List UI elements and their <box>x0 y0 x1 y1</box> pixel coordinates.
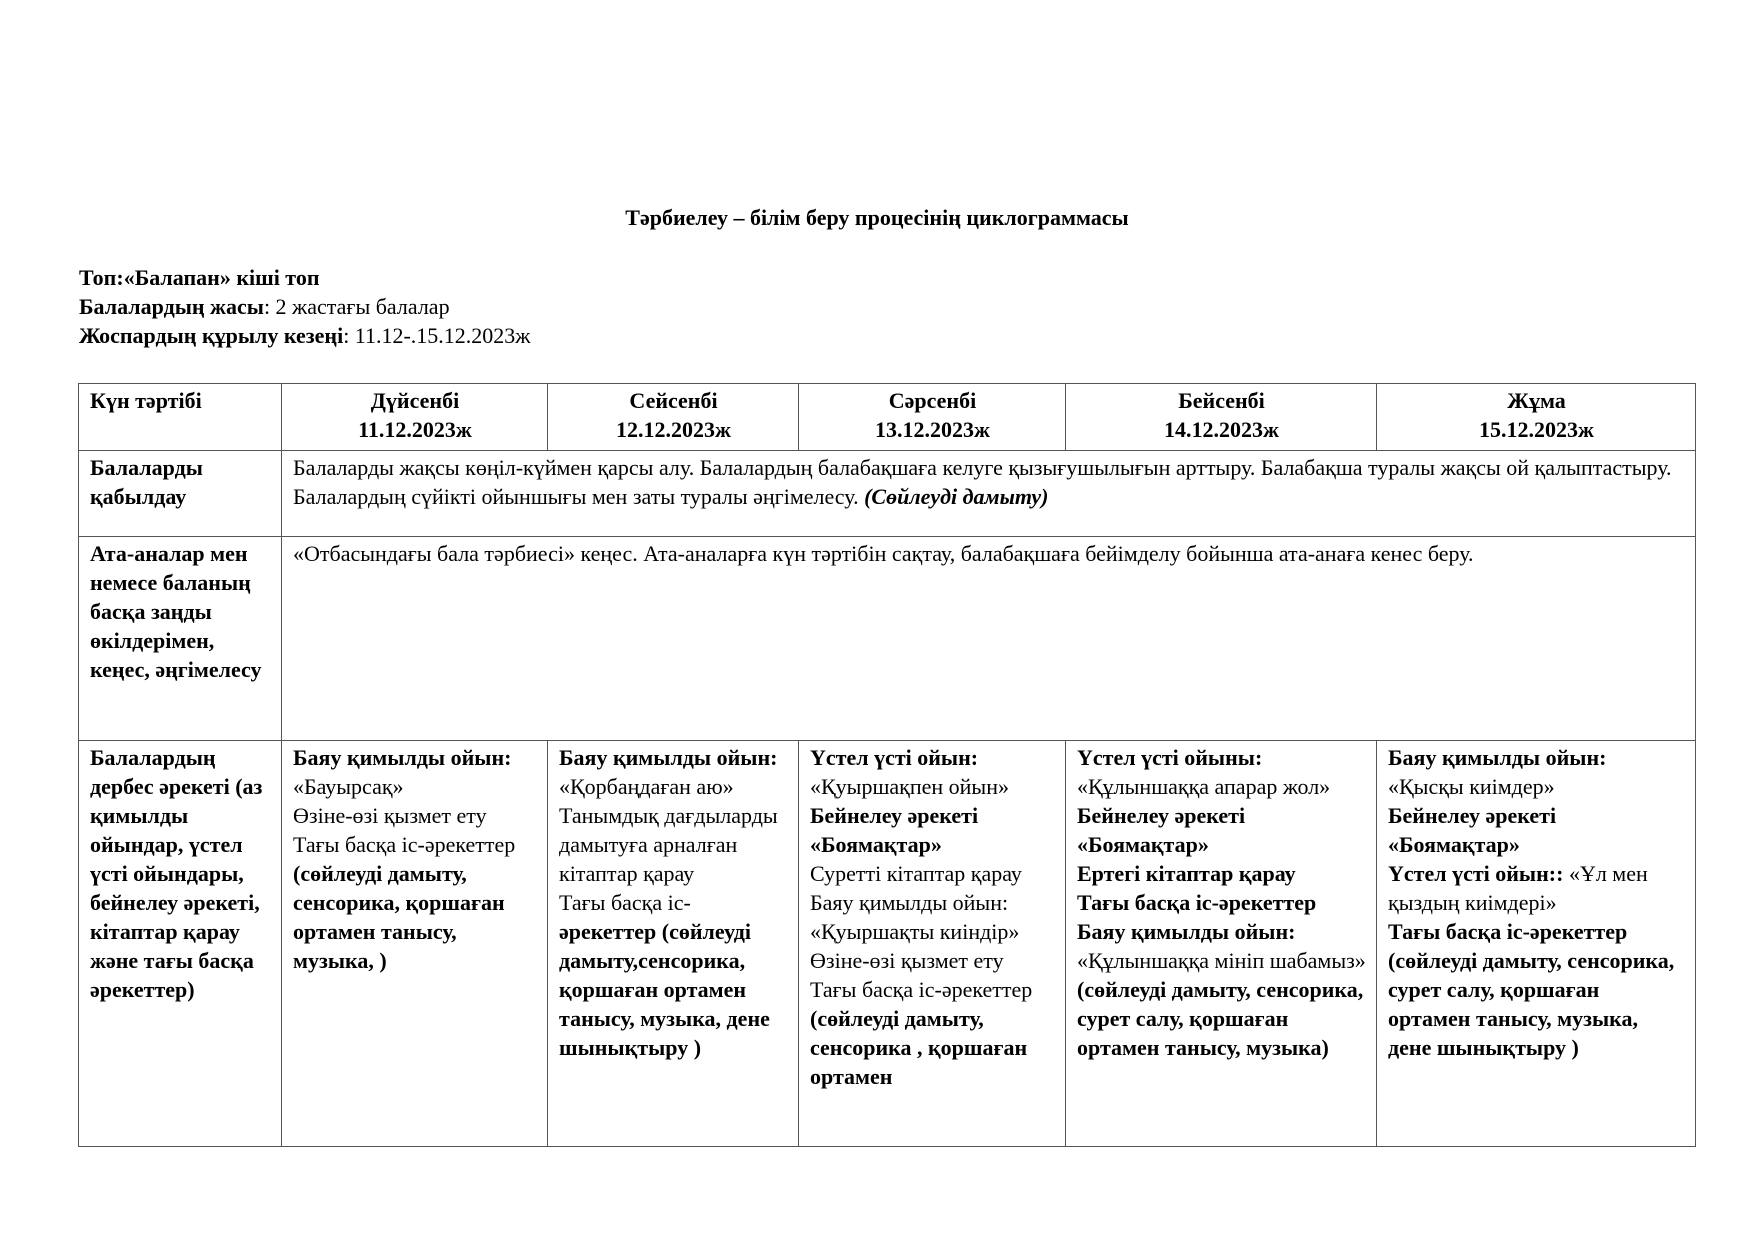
activity-skills: (сөйлеуді дамыту, сенсорика, қоршаған ортамен танысу, музыка, ) <box>293 861 505 973</box>
reception-row <box>79 451 1696 537</box>
activity-row <box>79 741 1696 1147</box>
activity-text: «Құлыншаққа апарар жол» <box>1077 774 1331 799</box>
page-title: Тәрбиелеу – білім беру процесінің циклограммасы <box>625 205 1129 230</box>
activity-tuesday <box>548 741 799 1147</box>
header-row <box>79 384 1696 451</box>
day-header-friday <box>1377 384 1696 451</box>
day-name: Дүйсенбі <box>370 388 460 413</box>
day-header-tuesday <box>548 384 799 451</box>
parents-label: Ата-аналар мен немесе баланың басқа заңды өкілдерімен, кеңес, әңгімелесу <box>79 537 282 741</box>
reception-text <box>282 451 1696 537</box>
activity-title: Бейнелеу әрекеті «Боямақтар» <box>1077 803 1246 857</box>
plan-meta <box>79 263 531 350</box>
activity-title: Тағы басқа іс-әрекеттер <box>1388 919 1628 944</box>
group-line <box>79 263 531 292</box>
activity-title: Үстел үсті ойын:: <box>1388 861 1564 886</box>
age-line <box>79 292 531 321</box>
day-date: 12.12.2023ж <box>616 417 731 442</box>
age-value: : 2 жастағы балалар <box>263 294 450 319</box>
activity-wednesday <box>799 741 1066 1147</box>
parents-text: «Отбасындағы бала тәрбиесі» кеңес. Ата-аналарға күн тәртібін сақтау, балабақшаға бейімделу бойынша ата-анаға кенес беру. <box>282 537 1696 741</box>
activity-text: «Бауырсақ» <box>293 774 404 799</box>
activity-skills: (сөйлеуді дамыту, сенсорика , қоршаған ортамен <box>810 1006 1028 1089</box>
day-date: 14.12.2023ж <box>1164 417 1279 442</box>
activity-monday <box>282 741 548 1147</box>
activity-text: Баяу қимылды ойын: «Қуыршақты киіндір» <box>810 890 1020 944</box>
activity-thursday <box>1066 741 1377 1147</box>
period-value: : 11.12-.15.12.2023ж <box>343 323 531 348</box>
period-label: Жоспардың құрылу кезеңі <box>79 323 344 348</box>
day-date: 11.12.2023ж <box>358 417 472 442</box>
activity-title: Ертегі кітаптар қарау <box>1077 861 1296 886</box>
day-date: 13.12.2023ж <box>875 417 990 442</box>
activity-text: «Қысқы киімдер» <box>1388 774 1555 799</box>
day-header-wednesday <box>799 384 1066 451</box>
activity-title: Баяу қимылды ойын: <box>1077 919 1296 944</box>
activity-text: Өзіне-өзі қызмет ету <box>293 803 487 828</box>
reception-label: Балаларды қабылдау <box>79 451 282 537</box>
parents-row <box>79 537 1696 741</box>
day-name: Бейсенбі <box>1178 388 1265 413</box>
activity-text: «Қуыршақпен ойын» <box>810 774 1009 799</box>
activity-text: «Қорбаңдаған аю» <box>559 774 734 799</box>
activity-title: Үстел үсті ойын: <box>810 745 979 770</box>
activity-text: Тағы басқа іс- <box>559 890 691 915</box>
activity-text: Өзіне-өзі қызмет ету <box>810 948 1004 973</box>
group-value: «Балапан» кіші топ <box>123 265 320 290</box>
activity-skills: әрекеттер (сөйлеуді дамыту,сенсорика, қоршаған ортамен танысу, музыка, дене шынықтыру ) <box>559 919 770 1060</box>
activity-text: «Ұл мен қыздың киімдері» <box>1388 861 1648 915</box>
period-line <box>79 321 531 350</box>
activity-text: Суретті кітаптар қарау <box>810 861 1022 886</box>
activity-label: Балалардың дербес әрекеті (аз қимылды ойындар, үстел үсті ойындары, бейнелеу әрекеті, кітаптар қарау және тағы басқа әрекеттер) <box>79 741 282 1147</box>
day-header-monday <box>282 384 548 451</box>
activity-text: Тағы басқа іс-әрекеттер <box>810 977 1033 1002</box>
day-name: Жұма <box>1507 388 1566 413</box>
activity-title: Бейнелеу әрекеті «Боямақтар» <box>810 803 979 857</box>
day-header-thursday <box>1066 384 1377 451</box>
group-label: Топ: <box>79 265 124 290</box>
age-label: Балалардың жасы <box>79 294 264 319</box>
activity-title: Баяу қимылды ойын: <box>1388 745 1607 770</box>
activity-skills: (сөйлеуді дамыту, сенсорика, сурет салу, қоршаған ортамен танысу, музыка, дене шынықтыру ) <box>1388 948 1675 1060</box>
activity-title: Бейнелеу әрекеті «Боямақтар» <box>1388 803 1557 857</box>
activity-text: Танымдық дағдыларды дамытуға арналған кітаптар қарау <box>559 803 778 886</box>
activity-title: Баяу қимылды ойын: <box>559 745 778 770</box>
activity-skills: (сөйлеуді дамыту, сенсорика, сурет салу, қоршаған ортамен танысу, музыка) <box>1077 977 1364 1060</box>
activity-text: Тағы басқа іс-әрекеттер <box>293 832 516 857</box>
reception-body: Балаларды жақсы көңіл-күймен қарсы алу. Балалардың балабақшаға келуге қызығушылығын арттыру. Балабақша туралы жақсы ой қалыптастыру. Балалардың сүйікті ойыншығы мен заты туралы әңгімелесу. <box>293 455 1672 509</box>
day-date: 15.12.2023ж <box>1479 417 1594 442</box>
cyclogram-table <box>78 383 1696 1147</box>
reception-emphasis: (Сөйлеуді дамыту) <box>864 484 1049 509</box>
schedule-header: Күн тәртібі <box>79 384 282 451</box>
activity-title: Баяу қимылды ойын: <box>293 745 512 770</box>
activity-title: Тағы басқа іс-әрекеттер <box>1077 890 1317 915</box>
activity-text: «Құлыншаққа мініп шабамыз» <box>1077 948 1366 973</box>
activity-title: Үстел үсті ойыны: <box>1077 745 1263 770</box>
day-name: Сәрсенбі <box>888 388 977 413</box>
day-name: Сейсенбі <box>629 388 718 413</box>
activity-friday <box>1377 741 1696 1147</box>
